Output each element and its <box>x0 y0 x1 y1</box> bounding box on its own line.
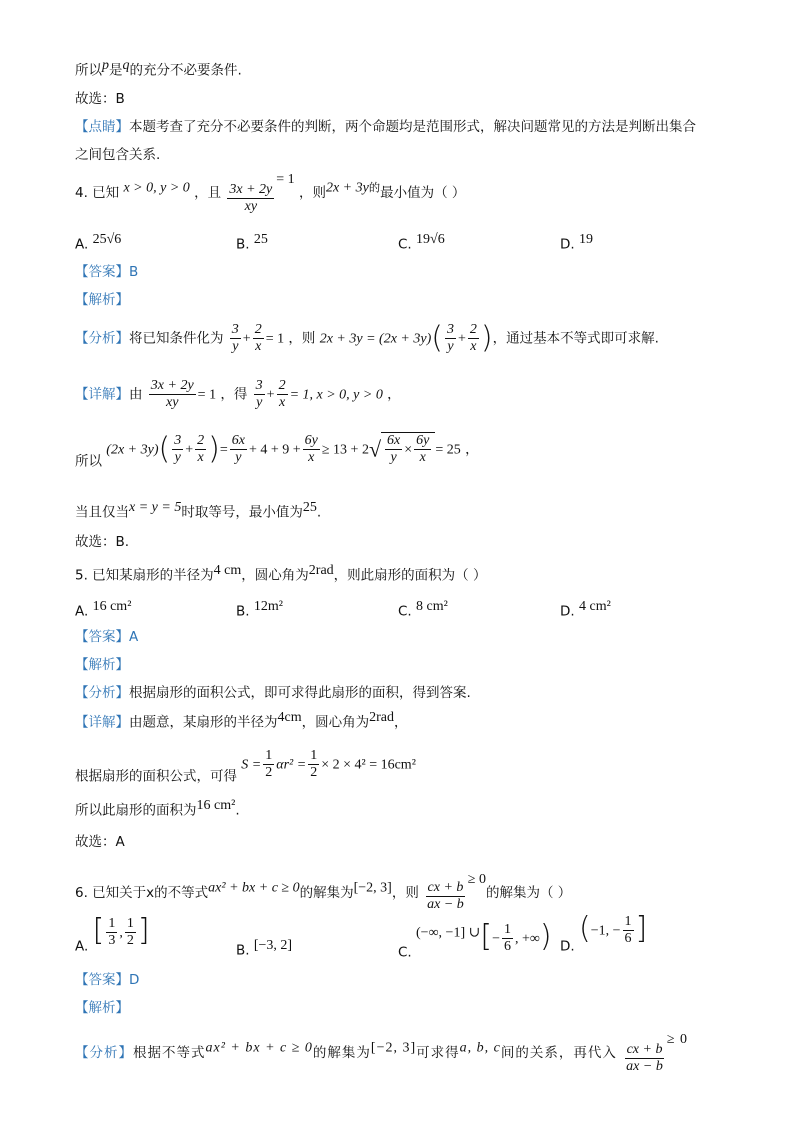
numerator: 1 <box>106 916 117 933</box>
equals: = 1 <box>197 387 217 403</box>
option-d <box>560 599 611 620</box>
solution-set: [−2, 3] <box>370 1040 417 1056</box>
radius: 4 cm <box>213 563 242 578</box>
numerator: 1 <box>623 914 634 931</box>
text: 所以 <box>75 62 102 79</box>
text: ，则 <box>288 330 316 347</box>
option-c <box>398 599 448 620</box>
var-p: p <box>102 58 109 73</box>
fenxi-tag: 【分析】 <box>75 1045 133 1061</box>
option-b <box>236 232 268 253</box>
option-label: D. <box>560 938 575 955</box>
chain-line: 所以 (2x + 3y)( $\frac{3}{y}$ + $\frac{2}{x}$ )= $\frac{6x}{y}$ + 4 + 9 + $\frac{6y}{x}$ ≥ 13 + 2√ $\frac{6x}{y}$ × $\frac{6y}{x}$ = 25 ， <box>75 431 479 470</box>
option-label: A. <box>75 938 89 955</box>
angle: 2rad <box>308 563 334 578</box>
inequality: ≥ 0 <box>467 872 486 887</box>
option-c <box>398 232 445 253</box>
text: ，得 <box>220 386 248 403</box>
option-value: 25√6 <box>92 232 122 247</box>
fraction: $\frac{2}{x}$ <box>278 378 286 411</box>
fraction <box>149 378 196 411</box>
text: 由题意，某扇形的半径为 <box>129 714 278 731</box>
text: 是 <box>109 62 123 79</box>
inequality: ax² + bx + c ≥ 0 <box>205 1040 313 1056</box>
analysis-tag: 【解析】 <box>75 1000 129 1016</box>
conclusion-line <box>75 58 242 79</box>
q-prefix: 6. 已知关于x的不等式 <box>75 885 209 901</box>
text: 可求得 <box>416 1045 460 1061</box>
equals: = 1 <box>276 172 295 187</box>
option-value: [−3, 2] <box>253 938 293 953</box>
fraction: $\frac{3}{y}$ <box>255 378 263 411</box>
equality-line <box>75 500 321 521</box>
option-value: 25 <box>253 232 268 247</box>
radius: 4cm <box>277 710 302 725</box>
option-label: A. <box>75 603 89 620</box>
text: 的解集为 <box>312 1045 371 1061</box>
expression: (2x + 3y) <box>106 442 159 458</box>
text: 将已知条件化为 <box>129 330 224 347</box>
text: ，且 <box>194 185 222 201</box>
denominator: 6 <box>624 931 632 947</box>
text: 的充分不必要条件. <box>129 62 242 79</box>
text: ， <box>465 441 479 458</box>
condition: x = y = 5 <box>129 500 182 515</box>
fenxi-line <box>75 681 471 701</box>
comment-tag: 【点睛】 <box>75 119 129 135</box>
fenxi-tag: 【分析】 <box>75 685 129 701</box>
fenxi-text: 根据扇形的面积公式，即可求得此扇形的面积，得到答案. <box>129 685 471 701</box>
option-a <box>75 232 121 253</box>
answer-tag: 【答案】D <box>75 972 140 988</box>
denominator: ax − b <box>626 1059 663 1075</box>
numerator: cx + b <box>426 880 466 897</box>
fraction <box>230 322 241 355</box>
min-value: 25 <box>302 500 317 515</box>
text: 的 <box>368 181 381 195</box>
text: 的解集为 <box>299 885 354 901</box>
option-value: 4 cm² <box>578 599 611 614</box>
numerator: 2 <box>253 322 264 339</box>
var-q: q <box>122 58 130 73</box>
text: ，则 <box>298 185 326 201</box>
text: 时取等号，最小值为 <box>181 504 303 521</box>
numerator: 1 <box>502 922 513 939</box>
fraction <box>253 322 264 355</box>
option-label: B. <box>236 603 250 620</box>
detail-line <box>75 710 408 731</box>
text: . <box>316 504 322 521</box>
fenxi-line: 【分析】将已知条件化为 $\frac{3}{y}$ + $\frac{2}{x}$ = 1 ，则 2x + 3y = (2x + 3y)( $\frac{3}{y}$ + $\frac{2}{x}$ )，通过基本不等式即可求解. <box>75 320 659 356</box>
inequality: ≥ 0 <box>666 1032 689 1047</box>
option-b <box>236 599 283 620</box>
text: 由 <box>129 386 143 403</box>
option-label: C. <box>398 944 412 961</box>
denominator: 6 <box>503 939 511 955</box>
text: ， <box>394 714 408 731</box>
formula-s: S = <box>241 757 262 773</box>
text: 根据扇形的面积公式，可得 <box>75 768 237 785</box>
analysis-tag: 【解析】 <box>75 292 129 308</box>
q-prefix: 4. 已知 <box>75 185 120 201</box>
expression: 2x + 3y <box>325 180 369 196</box>
answer-tag: 【答案】B <box>75 264 139 280</box>
question-5 <box>75 563 486 584</box>
variables: a, b, c <box>459 1040 501 1056</box>
area-value: 16 cm² <box>196 798 236 813</box>
area-line <box>75 798 240 819</box>
option-label: B. <box>236 236 250 253</box>
numerator: 3 <box>230 322 241 339</box>
option-b <box>236 938 292 959</box>
option-label: D. <box>560 236 575 253</box>
denominator: x <box>255 339 262 355</box>
fraction: $\frac{2}{x}$ <box>469 322 477 355</box>
ask: 最小值为（ ） <box>380 185 466 201</box>
text: . <box>235 802 240 819</box>
option-label: A. <box>75 236 89 253</box>
expression: 2x + 3y = (2x + 3y) <box>319 331 432 347</box>
denominator: ax − b <box>427 897 464 913</box>
inequality: ax² + bx + c ≥ 0 <box>208 880 300 896</box>
fenxi-line <box>75 1032 688 1075</box>
expression: ≥ 13 + 2 <box>321 442 369 458</box>
equation: = 1, x > 0, y > 0 <box>289 387 383 403</box>
text: 间的关系，再代入 <box>500 1045 617 1061</box>
option-c: C. (−∞, −1] ∪[− $\frac{1}{6}$ , +∞) <box>398 919 552 961</box>
q-prefix: 5. 已知某扇形的半径为 <box>75 567 214 584</box>
numerator: cx + b <box>625 1042 665 1059</box>
option-label: B. <box>236 942 250 959</box>
option-value: 19 <box>578 232 593 247</box>
option-value: 16 cm² <box>92 599 132 614</box>
condition: x > 0, y > 0 <box>123 180 190 196</box>
expression: + 4 + 9 + <box>248 442 301 458</box>
text: ，圆心角为 <box>241 567 309 584</box>
choice-line: 故选：B. <box>75 534 130 550</box>
text: ，圆心角为 <box>301 714 370 731</box>
question-4 <box>75 172 465 215</box>
option-a: A. [ $\frac{1}{3}$ , $\frac{1}{2}$ ] <box>75 913 150 955</box>
option-value: (−∞, −1] ∪ <box>416 925 481 941</box>
numerator: 3x + 2y <box>149 378 196 395</box>
numerator: 1 <box>125 916 136 933</box>
option-label: D. <box>560 603 575 620</box>
formula: αr² = <box>276 757 307 773</box>
option-a <box>75 599 131 620</box>
option-d <box>560 232 593 253</box>
comment-line <box>75 115 696 135</box>
detail-tag: 【详解】 <box>75 386 129 403</box>
fenxi-tag: 【分析】 <box>75 330 129 347</box>
text: ， <box>387 386 401 403</box>
text: 所以此扇形的面积为 <box>75 802 197 819</box>
text: 根据不等式 <box>133 1045 206 1061</box>
denominator: xy <box>166 395 179 411</box>
angle: 2rad <box>369 710 394 725</box>
text: 所以 <box>75 453 102 470</box>
expression: = 25 <box>435 442 461 458</box>
fraction <box>425 880 466 913</box>
detail-tag: 【详解】 <box>75 714 129 731</box>
fraction: $\frac{3}{y}$ <box>446 322 454 355</box>
option-value: 19√6 <box>416 232 445 247</box>
text: ，则此扇形的面积为（ ） <box>333 567 487 584</box>
fraction <box>624 1042 665 1075</box>
formula: × 2 × 4² = 16cm² <box>321 757 416 773</box>
fraction <box>227 182 274 215</box>
option-label: C. <box>398 603 412 620</box>
analysis-tag: 【解析】 <box>75 657 129 673</box>
text: 的解集为（ ） <box>485 885 572 901</box>
text: 当且仅当 <box>75 504 129 521</box>
option-label: C. <box>398 236 412 253</box>
solution-set: [−2, 3] <box>353 880 392 896</box>
option-value: 12m² <box>253 599 283 614</box>
choice-line: 故选：A <box>75 834 125 850</box>
denominator: 3 <box>108 933 116 949</box>
question-6 <box>75 872 571 913</box>
detail-line: 【详解】由 $\frac{3x + 2y}{xy}$ = 1 ，得 $\frac{3}{y}$ + $\frac{2}{x}$ = 1, x > 0, y > 0 ， <box>75 378 401 411</box>
text: ，通过基本不等式即可求解. <box>492 330 659 347</box>
denominator: xy <box>244 199 258 215</box>
equals: = 1 <box>265 331 285 347</box>
option-d: D. (−1, − $\frac{1}{6}$ ] <box>560 911 648 955</box>
option-value: −1, − <box>590 923 621 939</box>
text: ，则 <box>391 885 419 901</box>
comment-text: 本题考查了充分不必要条件的判断，两个命题均是范围形式，解决问题常见的方法是判断出集合 <box>129 119 696 135</box>
denominator: 2 <box>126 933 134 949</box>
formula-line: 根据扇形的面积公式，可得 S = $\frac{1}{2}$ αr² = $\frac{1}{2}$ × 2 × 4² = 16cm² <box>75 748 416 785</box>
numerator: 3x + 2y <box>227 182 274 199</box>
comment-line-2: 之间包含关系. <box>75 147 161 163</box>
choice-line: 故选：B <box>75 91 125 107</box>
answer-tag: 【答案】A <box>75 629 139 645</box>
denominator: y <box>232 339 239 355</box>
option-value: , +∞ <box>514 931 540 947</box>
option-value: 8 cm² <box>416 599 448 614</box>
